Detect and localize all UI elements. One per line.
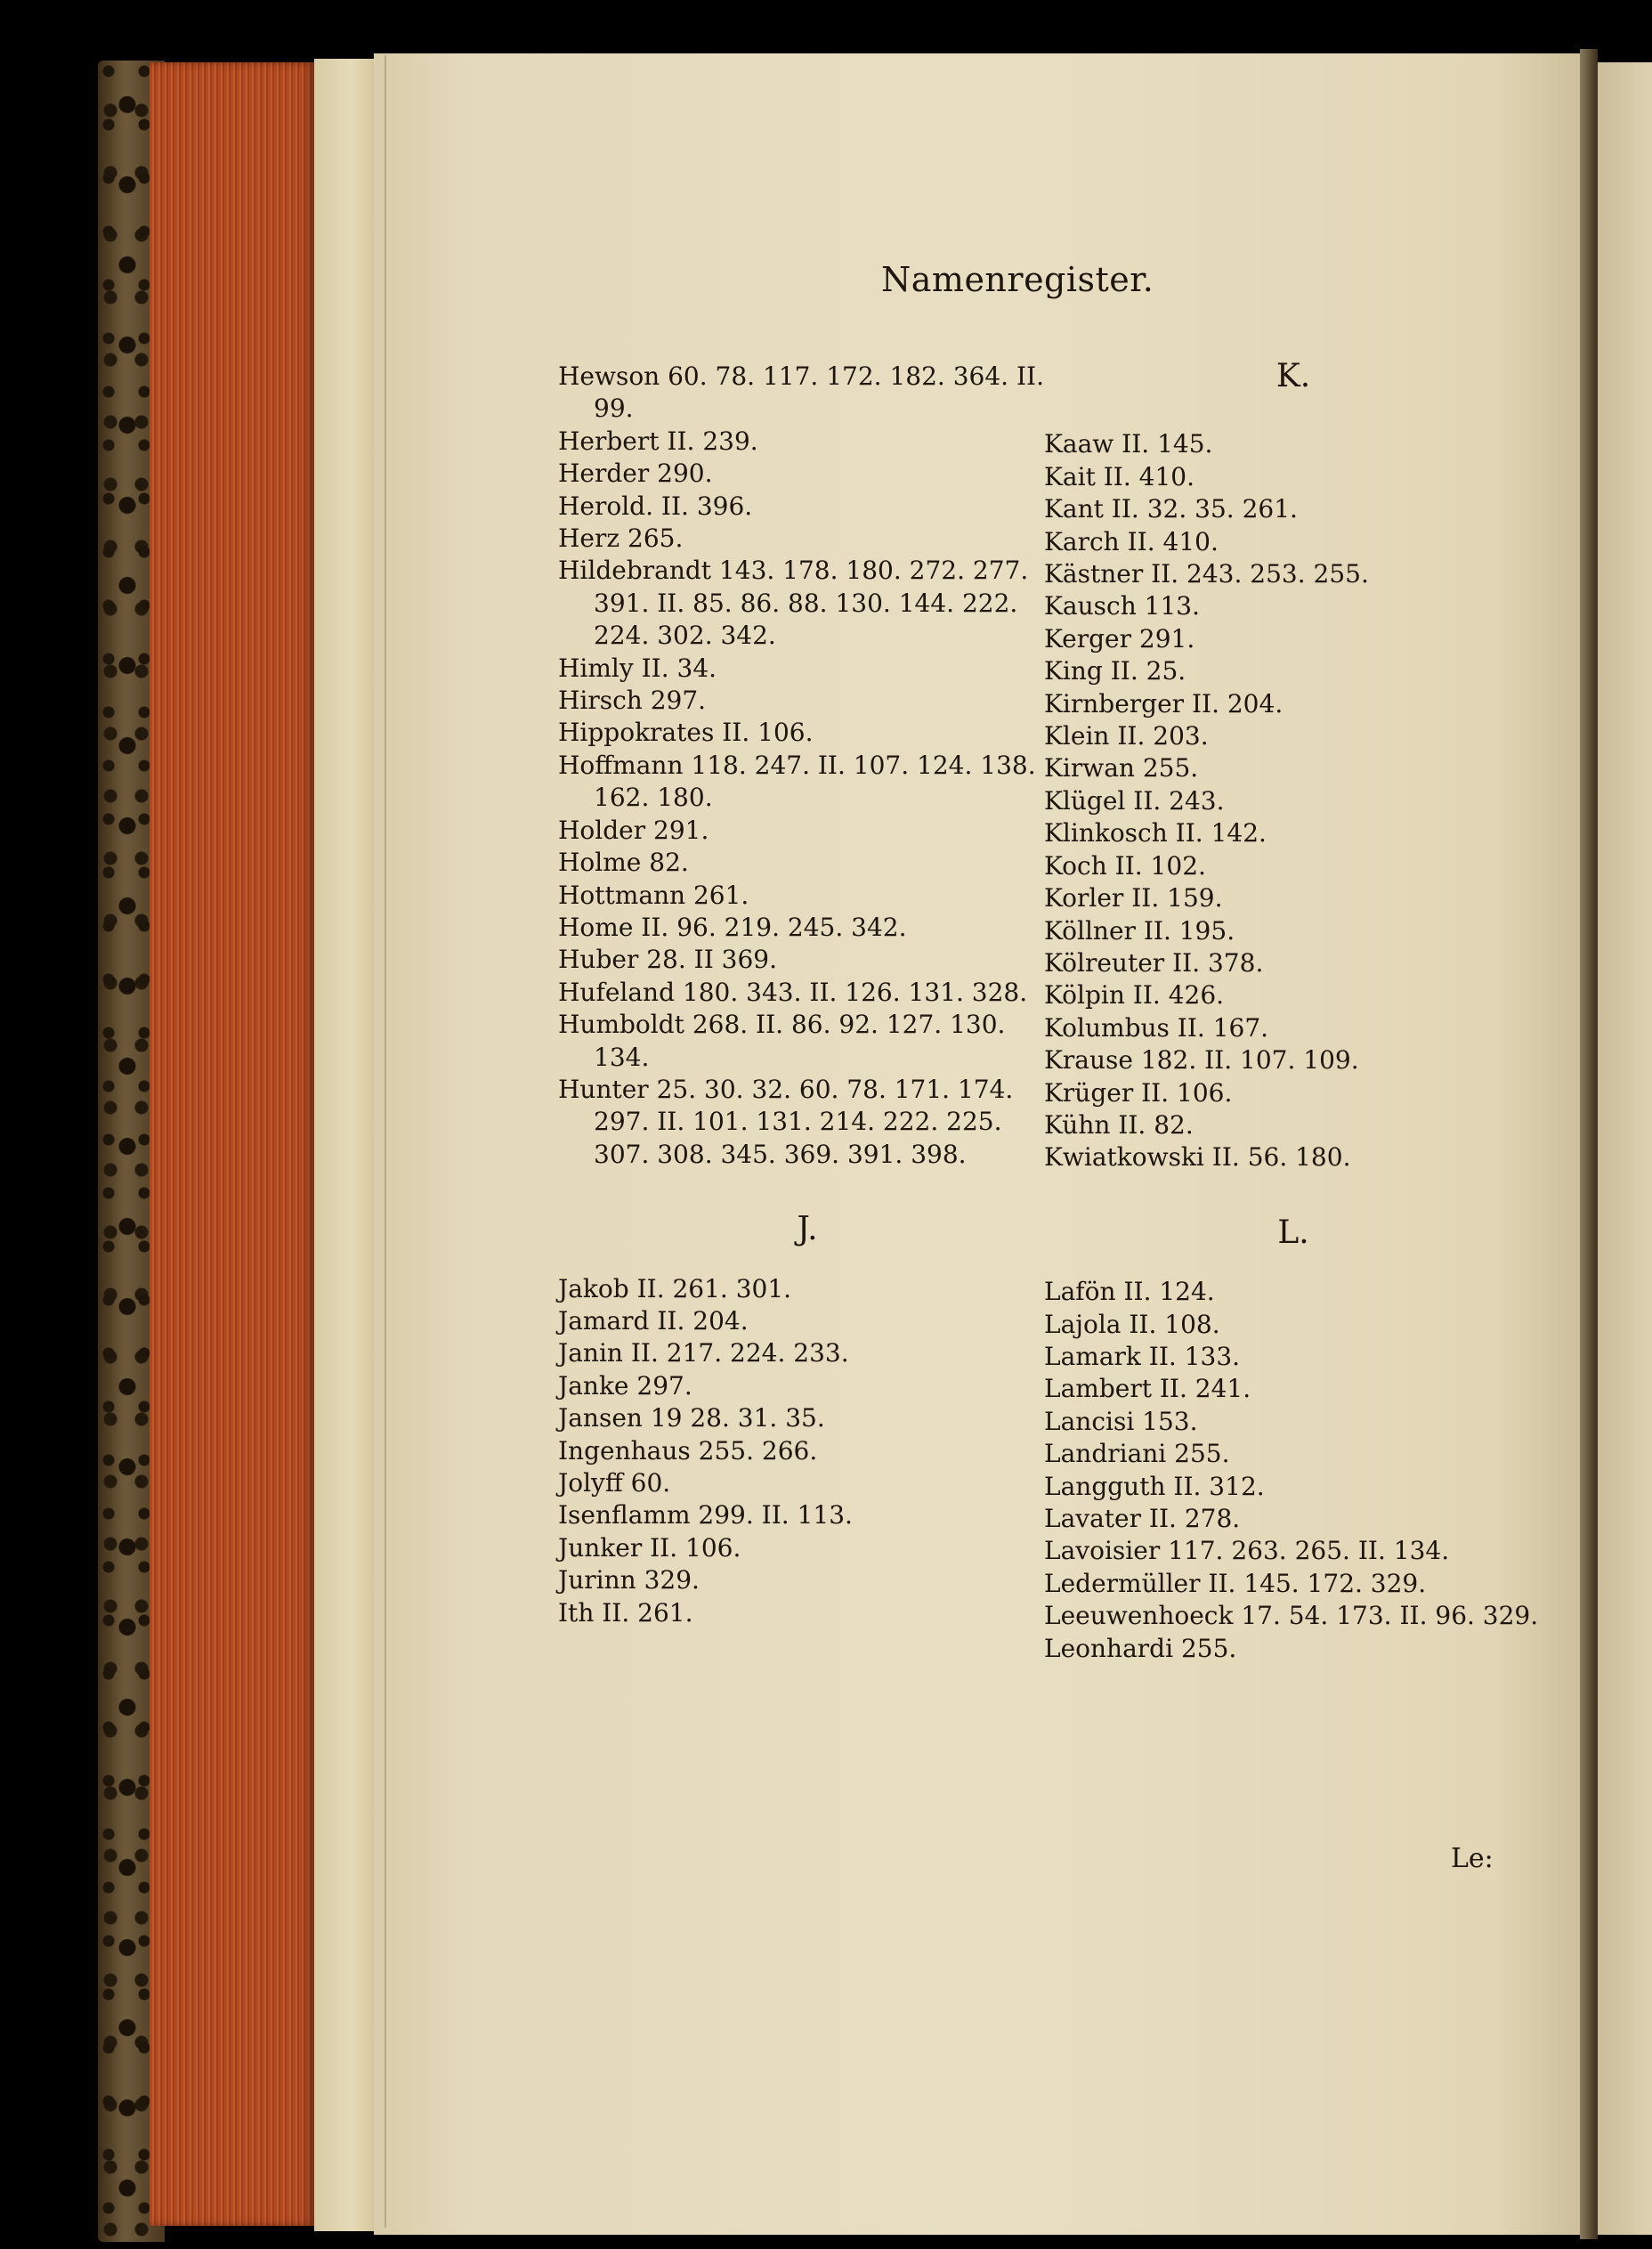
index-entry: Herbert II. 239. bbox=[558, 426, 758, 456]
index-entry: Ledermüller II. 145. 172. 329. bbox=[1044, 1568, 1427, 1598]
index-entry: Lavater II. 278. bbox=[1044, 1504, 1241, 1533]
entries-l bbox=[1044, 1276, 1543, 1665]
index-entry: Klügel II. 243. bbox=[1044, 785, 1225, 816]
index-entry: Jansen 19 28. 31. 35. bbox=[558, 1403, 825, 1433]
page-stack-strip bbox=[314, 59, 377, 2231]
index-entry: Herder 290. bbox=[558, 459, 713, 489]
index-entry: Isenflamm 299. II. 113. bbox=[558, 1500, 853, 1530]
index-entry: Korler II. 159. bbox=[1044, 883, 1223, 913]
index-entry: Leeuwenhoeck 17. 54. 173. II. 96. 329. bbox=[1044, 1601, 1539, 1631]
page-fold-line bbox=[385, 55, 386, 2228]
index-entry: Krüger II. 106. bbox=[1044, 1077, 1233, 1108]
index-entry: Kait II. 410. bbox=[1044, 461, 1194, 491]
index-entry: Jolyff 60. bbox=[558, 1468, 671, 1498]
index-entry: Jakob II. 261. 301. bbox=[558, 1273, 792, 1303]
index-entry: Holme 82. bbox=[558, 848, 689, 878]
section-letter-l: L. bbox=[1277, 1214, 1309, 1251]
index-entry: Klinkosch II. 142. bbox=[1044, 818, 1267, 848]
index-entry: Kaaw II. 145. bbox=[1044, 429, 1213, 459]
index-entry: Hunter 25. 30. 32. 60. 78. 171. 174. 297. II. 101. 131. 214. 222. 225. 307. 308. 345. 369. 391. 398. bbox=[558, 1074, 1014, 1169]
index-entry: King II. 25. bbox=[1044, 656, 1186, 686]
index-entry: Kölreuter II. 378. bbox=[1044, 947, 1264, 978]
index-entry: Janin II. 217. 224. 233. bbox=[558, 1338, 849, 1368]
page-title: Namenregister. bbox=[881, 260, 1154, 299]
index-entry: Hildebrandt 143. 178. 180. 272. 277. 391. II. 85. 86. 88. 130. 144. 222. 224. 302. 342. bbox=[558, 556, 1029, 651]
index-entry: Landriani 255. bbox=[1044, 1439, 1230, 1469]
index-entry: Herz 265. bbox=[558, 524, 684, 554]
left-column bbox=[558, 361, 1057, 1629]
index-entry: Langguth II. 312. bbox=[1044, 1471, 1265, 1501]
index-entry: Kästner II. 243. 253. 255. bbox=[1044, 559, 1369, 589]
index-entry: Kühn II. 82. bbox=[1044, 1109, 1194, 1140]
index-entry: Holder 291. bbox=[558, 815, 709, 845]
index-entry: Krause 182. II. 107. 109. bbox=[1044, 1045, 1359, 1076]
catchword: Le: bbox=[1451, 1843, 1494, 1874]
index-entry: Home II. 96. 219. 245. 342. bbox=[558, 912, 907, 942]
index-entry: Jurinn 329. bbox=[558, 1565, 700, 1595]
index-entry: Himly II. 34. bbox=[558, 653, 717, 683]
index-entry: Kolumbus II. 167. bbox=[1044, 1012, 1269, 1043]
index-entry: Hoffmann 118. 247. II. 107. 124. 138. 162. 180. bbox=[558, 750, 1036, 813]
index-entry: Hippokrates II. 106. bbox=[558, 718, 814, 748]
index-entry: Kölpin II. 426. bbox=[1044, 980, 1225, 1011]
index-entry: Huber 28. II 369. bbox=[558, 945, 778, 975]
index-entry: Leonhardi 255. bbox=[1044, 1633, 1237, 1663]
index-entry: Lajola II. 108. bbox=[1044, 1309, 1220, 1339]
index-entry: Lafön II. 124. bbox=[1044, 1277, 1215, 1307]
index-entry: Koch II. 102. bbox=[1044, 850, 1206, 881]
index-entry: Ingenhaus 255. 266. bbox=[558, 1435, 818, 1466]
index-entry: Hufeland 180. 343. II. 126. 131. 328. bbox=[558, 977, 1028, 1007]
entries-j bbox=[558, 1273, 1057, 1629]
page-edges bbox=[150, 62, 314, 2226]
index-entry: Herold. II. 396. bbox=[558, 491, 753, 521]
index-entry: Junker II. 106. bbox=[558, 1532, 741, 1563]
index-entry: Ith II. 261. bbox=[558, 1597, 693, 1628]
right-column bbox=[1044, 358, 1543, 1665]
index-entry: Humboldt 268. II. 86. 92. 127. 130. 134. bbox=[558, 1010, 1006, 1072]
entries-h bbox=[558, 361, 1057, 1171]
section-letter-j: J. bbox=[797, 1211, 818, 1248]
index-entry: Kwiatkowski II. 56. 180. bbox=[1044, 1142, 1351, 1173]
index-entry: Hirsch 297. bbox=[558, 686, 707, 716]
facing-page-edge bbox=[1598, 62, 1652, 2235]
index-entry: Hottmann 261. bbox=[558, 880, 749, 910]
index-entry: Hewson 60. 78. 117. 172. 182. 364. II. 99. bbox=[558, 361, 1044, 424]
index-entry: Karch II. 410. bbox=[1044, 526, 1219, 556]
section-letter-k: K. bbox=[1275, 358, 1311, 394]
index-entry: Lavoisier 117. 263. 265. II. 134. bbox=[1044, 1536, 1450, 1566]
index-entry: Lamark II. 133. bbox=[1044, 1341, 1241, 1371]
index-entry: Klein II. 203. bbox=[1044, 721, 1209, 751]
book-gutter bbox=[1580, 49, 1598, 2239]
entries-k bbox=[1044, 428, 1543, 1173]
index-entry: Lambert II. 241. bbox=[1044, 1374, 1251, 1404]
index-entry: Kirnberger II. 204. bbox=[1044, 688, 1284, 719]
index-entry: Kausch 113. bbox=[1044, 591, 1200, 621]
index-entry: Jamard II. 204. bbox=[558, 1305, 749, 1336]
index-entry: Köllner II. 195. bbox=[1044, 915, 1235, 946]
index-entry: Kirwan 255. bbox=[1044, 753, 1199, 783]
index-entry: Lancisi 153. bbox=[1044, 1406, 1198, 1436]
index-entry: Janke 297. bbox=[558, 1370, 692, 1401]
index-entry: Kerger 291. bbox=[1044, 623, 1195, 654]
index-entry: Kant II. 32. 35. 261. bbox=[1044, 494, 1298, 524]
